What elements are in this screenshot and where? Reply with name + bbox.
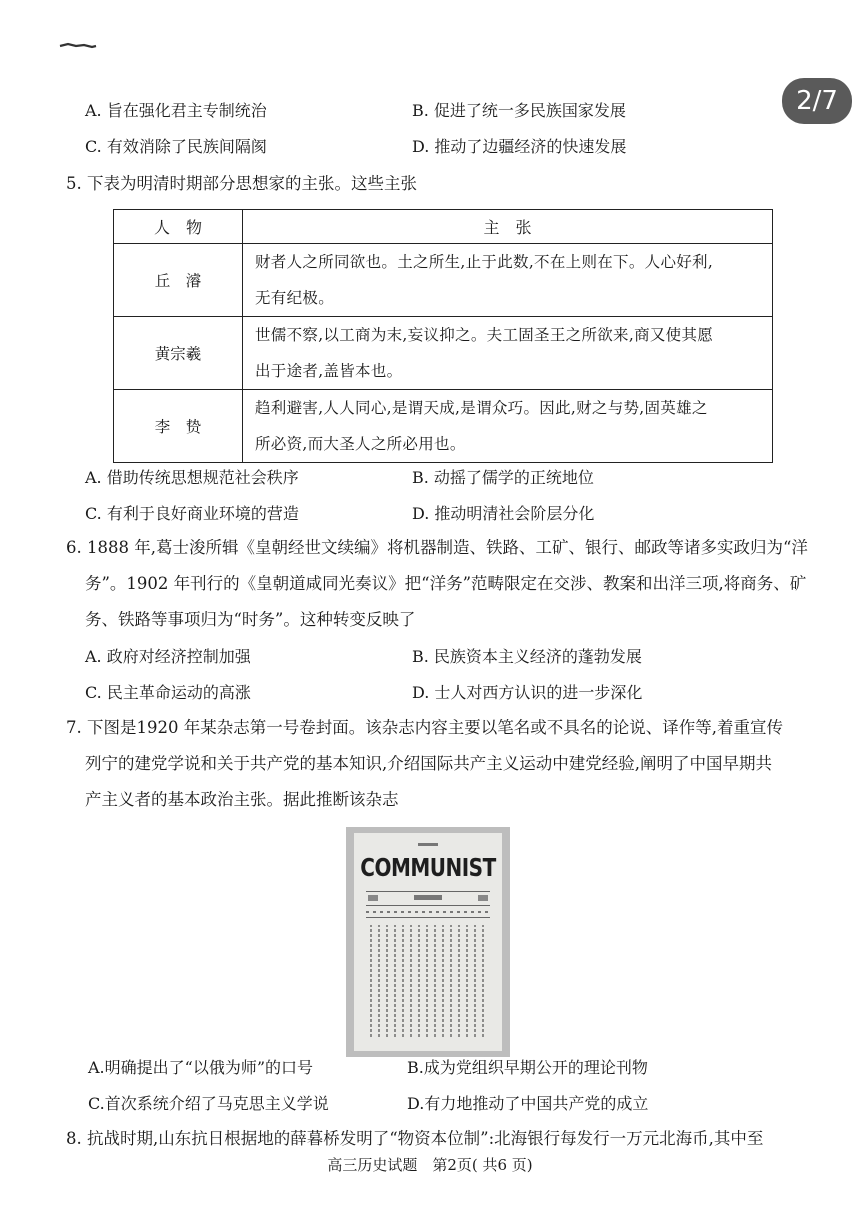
table-row	[114, 317, 773, 390]
q6-stem-line: 务、铁路等事项归为“时务”。这种转变反映了	[85, 610, 416, 629]
view-line: 无有纪极。	[255, 289, 335, 307]
q5-option-b: B. 动摇了儒学的正统地位	[412, 468, 594, 487]
q5-option-d: D. 推动明清社会阶层分化	[412, 504, 595, 523]
q5-table	[113, 209, 773, 463]
q7-stem-line: 列宁的建党学说和关于共产党的基本知识,介绍国际共产主义运动中建党经验,阐明了中国早期共	[85, 754, 772, 773]
header-person: 人 物	[114, 210, 243, 244]
view-cell	[243, 390, 773, 463]
header-view: 主 张	[243, 210, 773, 244]
q6-stem-line: 6. 1888 年,葛士浚所辑《皇朝经世文续编》将机器制造、铁路、工矿、银行、邮政等诸多实政归为“洋	[66, 538, 808, 557]
q8-stem-line: 8. 抗战时期,山东抗日根据地的薛暮桥发明了“物资本位制”:北海银行每发行一万元北海币,其中至	[66, 1129, 764, 1148]
q7-stem-line: 7. 下图是1920 年某杂志第一号卷封面。该杂志内容主要以笔名或不具名的论说、译作等,着重宣传	[66, 718, 783, 737]
q4-option-a: A. 旨在强化君主专制统治	[85, 101, 267, 120]
q7-option-b: B.成为党组织早期公开的理论刊物	[407, 1058, 648, 1077]
scan-mark-icon	[58, 40, 98, 50]
q5-option-a: A. 借助传统思想规范社会秩序	[85, 468, 299, 487]
q5-option-c: C. 有利于良好商业环境的营造	[85, 504, 299, 523]
view-line: 所必资,而大圣人之所必用也。	[255, 435, 466, 453]
table-header-row	[114, 210, 773, 244]
magazine-cover-image	[346, 827, 510, 1057]
view-line: 世儒不察,以工商为末,妄议抑之。夫工固圣王之所欲来,商又使其愿	[255, 326, 714, 344]
q5-stem: 5. 下表为明清时期部分思想家的主张。这些主张	[66, 174, 417, 193]
q4-option-b: B. 促进了统一多民族国家发展	[412, 101, 626, 120]
page-badge: 2/7	[782, 78, 852, 124]
cover-title: COMMUNIST	[360, 852, 496, 882]
q7-option-a: A.明确提出了“以俄为师”的口号	[88, 1058, 314, 1077]
q6-option-b: B. 民族资本主义经济的蓬勃发展	[412, 647, 642, 666]
q7-option-d: D.有力地推动了中国共产党的成立	[407, 1094, 649, 1113]
q6-option-a: A. 政府对经济控制加强	[85, 647, 251, 666]
q4-option-c: C. 有效消除了民族间隔阂	[85, 137, 267, 156]
view-cell	[243, 317, 773, 390]
q6-stem-line: 务”。1902 年刊行的《皇朝道咸同光奏议》把“洋务”范畴限定在交涉、教案和出洋三项,将商务、矿	[85, 574, 807, 593]
view-line: 趋利避害,人人同心,是谓天成,是谓众巧。因此,财之与势,固英雄之	[255, 399, 708, 417]
table-row	[114, 244, 773, 317]
page-footer: 高三历史试题 第2页( 共6 页)	[327, 1156, 533, 1174]
q6-option-d: D. 士人对西方认识的进一步深化	[412, 683, 643, 702]
view-line: 财者人之所同欲也。土之所生,止于此数,不在上则在下。人心好利,	[255, 253, 714, 271]
q6-option-c: C. 民主革命运动的高涨	[85, 683, 251, 702]
view-line: 出于途者,盖皆本也。	[255, 362, 403, 380]
view-cell	[243, 244, 773, 317]
person-cell: 黄宗羲	[114, 317, 243, 390]
q7-option-c: C.首次系统介绍了马克思主义学说	[88, 1094, 329, 1113]
person-cell: 李 贽	[114, 390, 243, 463]
table-row	[114, 390, 773, 463]
person-cell: 丘 濬	[114, 244, 243, 317]
q4-option-d: D. 推动了边疆经济的快速发展	[412, 137, 627, 156]
q7-stem-line: 产主义者的基本政治主张。据此推断该杂志	[85, 790, 399, 809]
